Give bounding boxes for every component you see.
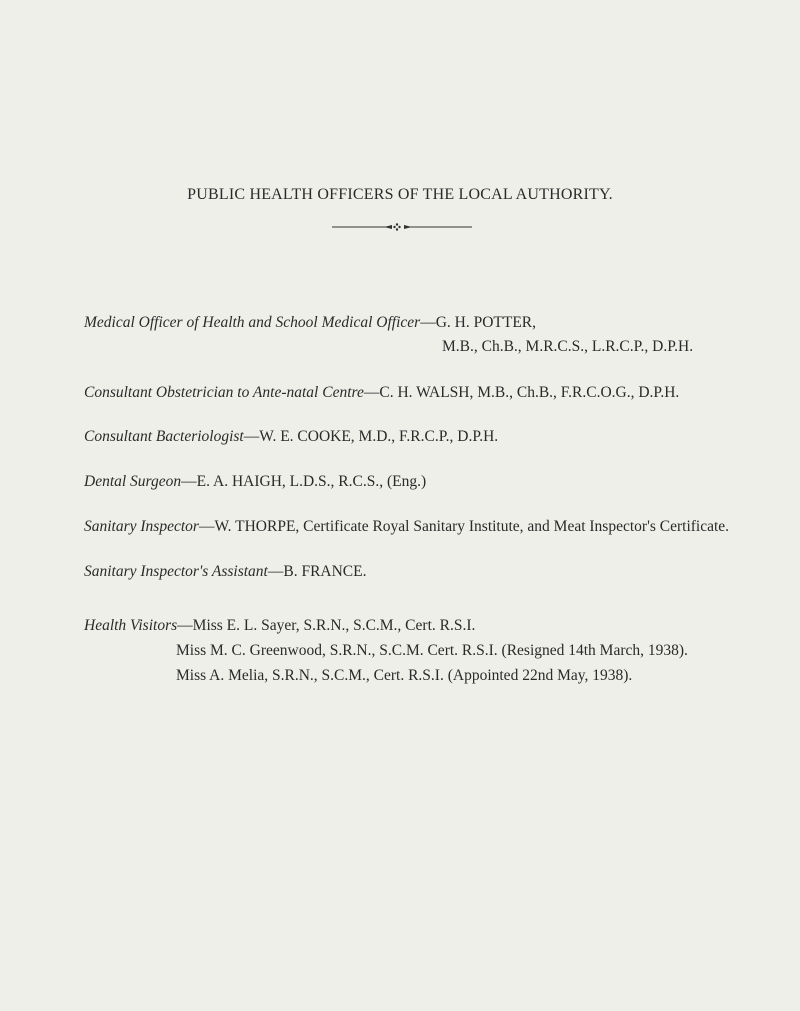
officer-entry-sanitary-inspector (84, 518, 729, 536)
officer-entry-obstetrician (84, 384, 679, 402)
officer-entry-dental-surgeon (84, 473, 426, 491)
officer-name: C. H. WALSH, M.B., Ch.B., F.R.C.O.G., D.P.H. (379, 384, 680, 401)
page-title: PUBLIC HEALTH OFFICERS OF THE LOCAL AUTHORITY. (187, 186, 613, 203)
officer-name: W. E. COOKE, M.D., F.R.C.P., D.P.H. (259, 428, 499, 445)
officer-role: Consultant Obstetrician to Ante-natal Centre (84, 384, 364, 401)
officer-name: Miss E. L. Sayer, S.R.N., S.C.M., Cert. R.S.I. (192, 617, 476, 634)
officer-role: Consultant Bacteriologist (84, 428, 244, 445)
officer-qualifications: M.B., Ch.B., M.R.C.S., L.R.C.P., D.P.H. (442, 338, 694, 355)
officer-entry-health-visitors (84, 617, 475, 635)
officer-role: Health Visitors (84, 617, 178, 634)
dash: — (181, 473, 197, 490)
officer-name: W. THORPE, Certificate Royal Sanitary Institute, and Meat Inspector's Certificate. (214, 518, 730, 535)
officer-name: B. FRANCE. (283, 563, 367, 580)
diamond-ornament-divider-icon (332, 222, 472, 232)
officer-name: E. A. HAIGH, L.D.S., R.C.S., (Eng.) (196, 473, 427, 490)
health-visitor-entry: Miss A. Melia, S.R.N., S.C.M., Cert. R.S.I. (Appointed 22nd May, 1938). (176, 667, 633, 684)
officer-role: Sanitary Inspector (84, 518, 199, 535)
dash: — (363, 384, 380, 401)
health-visitor-entry: Miss M. C. Greenwood, S.R.N., S.C.M. Cert. R.S.I. (Resigned 14th March, 1938). (176, 642, 688, 659)
dash: — (198, 518, 215, 535)
officer-role: Medical Officer of Health and School Medical Officer (84, 314, 421, 331)
officer-entry-bacteriologist (84, 428, 498, 446)
dash: — (420, 314, 436, 331)
officer-name: G. H. POTTER, (435, 314, 537, 331)
officer-role: Sanitary Inspector's Assistant (84, 563, 268, 580)
officer-entry-sanitary-assistant (84, 563, 367, 581)
dash: — (177, 617, 193, 634)
dash: — (243, 428, 260, 445)
officer-role: Dental Surgeon (84, 473, 182, 490)
dash: — (267, 563, 284, 580)
officer-entry-medical-officer (84, 314, 536, 332)
